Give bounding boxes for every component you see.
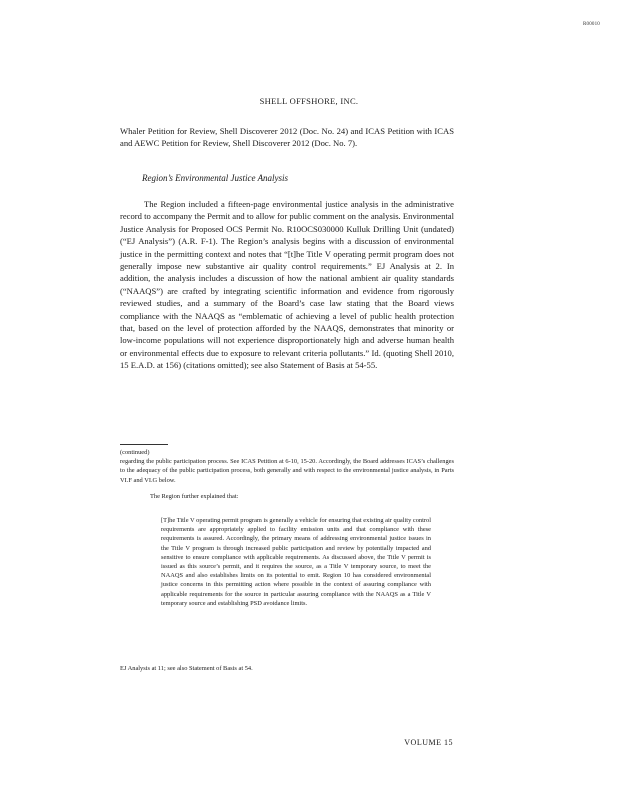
footnote-continued-label: (continued) xyxy=(120,449,150,456)
running-head: SHELL OFFSHORE, INC. xyxy=(259,96,359,106)
volume-folio: VOLUME 15 xyxy=(404,738,453,747)
main-paragraph xyxy=(120,198,454,372)
section-heading: Region’s Environmental Justice Analysis xyxy=(142,173,289,183)
footnote-lead: The Region further explained that: xyxy=(150,493,239,500)
footnote-block-quote: [T]he Title V operating permit program is generally a vehicle for ensuring that existing air quality control requirements are appropriately applied to facility emission units and that compliance with these requirements is assured. Accordingly, the primary means of addressing environmental justice issues in the Title V program is through increased public participation and review by potentially impacted and sensitive to ensure compliance with applicable requirements. As discussed above, the Title V permit is issued as this source’s permit, and it requires the source, as a Title V temporary source, to meet the NAAQS and also establishes limits on its potential to emit. Region 10 has considered environmental justice concerns in this permitting action where possible in the context of assuring compliance with applicable requirements for the source in particular assuring compliance with the NAAQS as a Title V temporary source and establishing PSD avoidance limits. xyxy=(161,517,431,607)
intro-paragraph-text: Whaler Petition for Review, Shell Discoverer 2012 (Doc. No. 24) and ICAS Petition with ICAS and AEWC Petition for Review, Shell Discoverer 2012 (Doc. No. 7). xyxy=(120,126,454,149)
page-stamp: R00010 xyxy=(582,22,600,27)
footnote-rule xyxy=(120,444,168,445)
intro-paragraph xyxy=(120,125,454,150)
footnote-continued xyxy=(120,448,454,485)
footnote-continued-text: regarding the public participation process. See ICAS Petition at 6-10, 15-20. Accordingly, the Board addresses ICAS’s challenges to the adequacy of the public participation process, both generally and with respect to the environmental justice analysis, in Parts VI.F and VI.G below. xyxy=(120,458,454,484)
main-paragraph-text: The Region included a fifteen-page environmental justice analysis in the administrative record to accompany the Permit and to allow for public comment on the analysis. Environmental Justice Analysis for Proposed OCS Permit No. R10OCS030000 Kulluk Drilling Unit (undated) (“EJ Analysis”) (A.R. F-1). The Region’s analysis begins with a discussion of environmental justice in the permitting context and notes that “[t]he Title V operating permit program does not generally impose new substantive air quality control requirements.” EJ Analysis at 2. In addition, the analysis includes a discussion of how the national ambient air quality standards (“NAAQS”) are crafted by integrating scientific information and evidence from rigorously reviewed studies, and a summary of the Board’s case law stating that the Board views compliance with the NAAQS as “emblematic of achieving a level of public health protection that, based on the level of protection afforded by the NAAQS, demonstrates that minority or low-income populations will not experience disproportionately high and adverse human health or environmental effects due to exposure to relevant criteria pollutants.” Id. (quoting Shell 2010, 15 E.A.D. at 156) (citations omitted); see also Statement of Basis at 54-55. xyxy=(120,199,454,371)
footnote-citation: EJ Analysis at 11; see also Statement of Basis at 54. xyxy=(120,665,253,672)
